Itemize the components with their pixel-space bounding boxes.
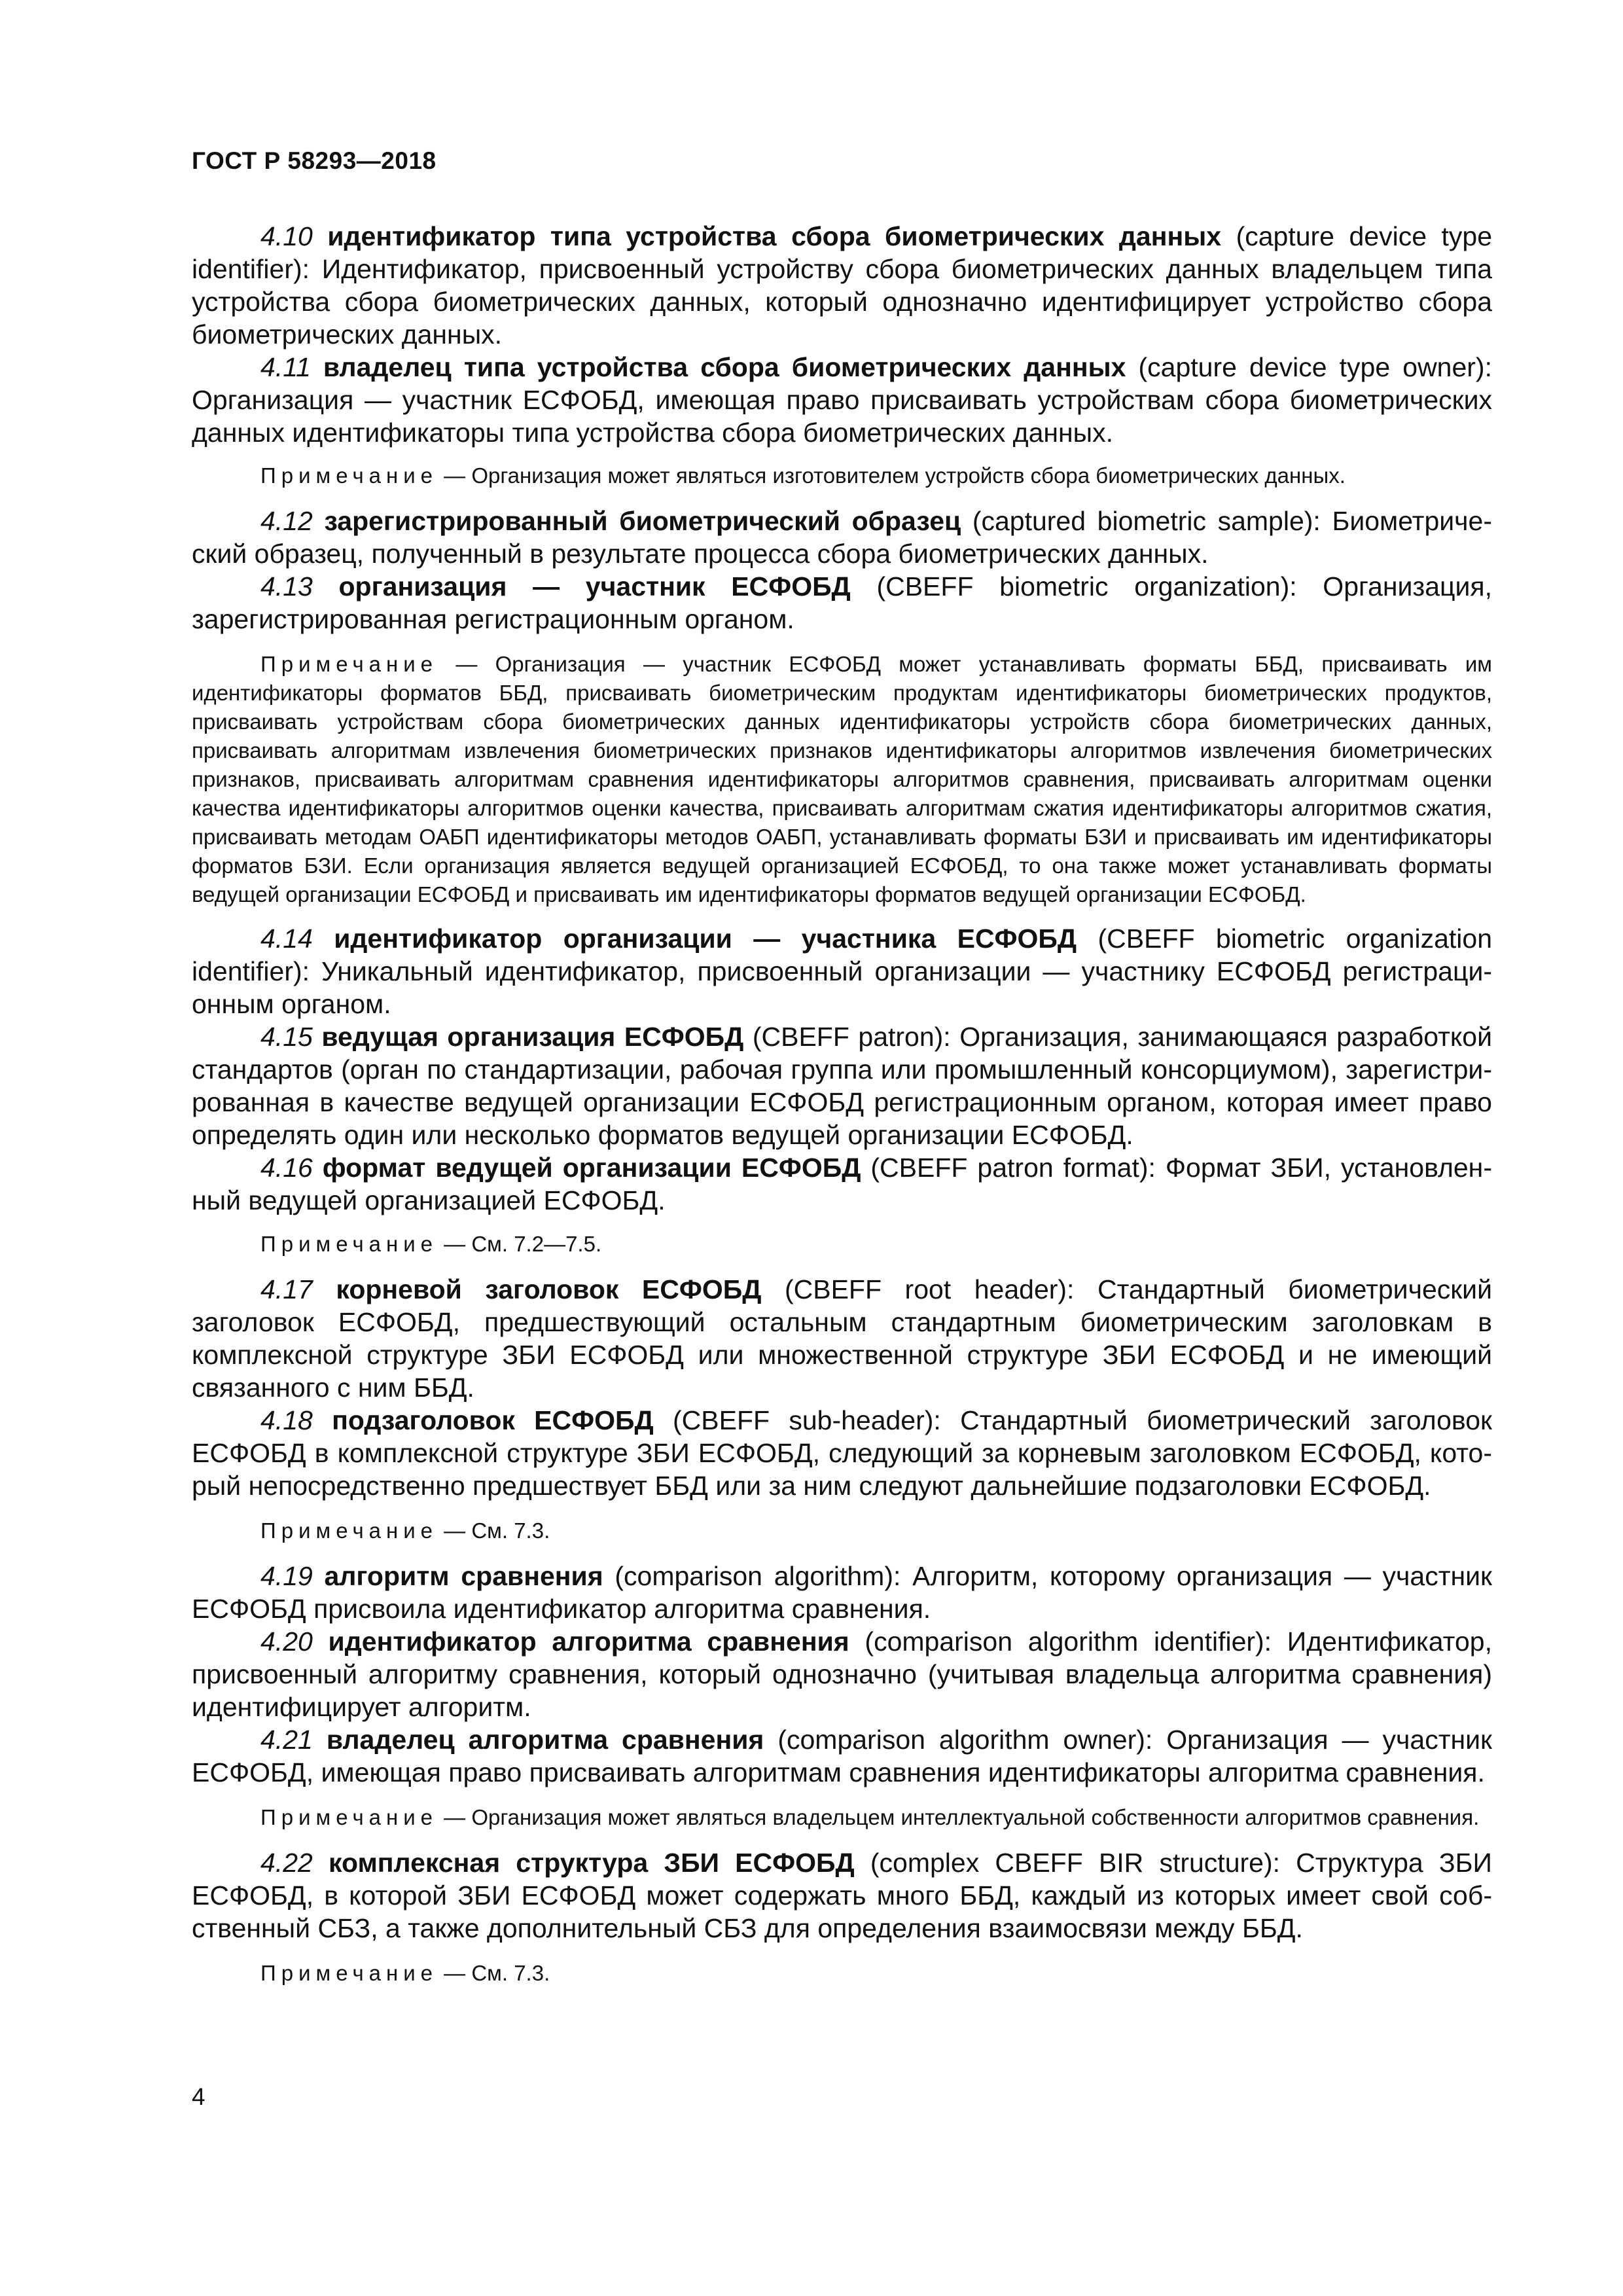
term-number: 4.16	[260, 1153, 313, 1183]
note-text: — Организация может являться изготовителем устройств сбора биометрических данных.	[438, 463, 1346, 488]
term-name: идентификатор организации — участника ЕСФОБД	[334, 924, 1077, 954]
term-definition: (capture device type identifier): Идентификатор, присвоенный устройству сбора биометрических данных владельцем типа устройства сбора биометрических данных, который однозначно идентифицирует устройство сбора биометрических данных.	[192, 221, 1492, 350]
term-number: 4.10	[260, 221, 313, 251]
term-number: 4.14	[260, 924, 313, 954]
term-name: владелец типа устройства сбора биометрических данных	[323, 352, 1126, 382]
term-number: 4.22	[260, 1848, 313, 1878]
note-paragraph	[192, 461, 1492, 490]
term-entry	[192, 1151, 1492, 1217]
term-name: подзаголовок ЕСФОБД	[332, 1405, 654, 1435]
term-entry	[192, 1723, 1492, 1789]
term-name: корневой заголовок ЕСФОБД	[336, 1274, 762, 1304]
term-number: 4.20	[260, 1626, 313, 1657]
term-name: идентификатор типа устройства сбора биометрических данных	[327, 221, 1222, 251]
term-name: комплексная структура ЗБИ ЕСФОБД	[328, 1848, 855, 1878]
term-name: идентификатор алгоритма сравнения	[328, 1626, 849, 1657]
note-text: — См. 7.3.	[438, 1518, 550, 1543]
note-paragraph	[192, 1516, 1492, 1545]
term-entry	[192, 922, 1492, 1020]
term-definition: (comparison algorithm identifier): Идентификатор, присвоенный алгоритму сравнения, который однозначно (учитывая владельца алгоритма сравнения) идентифицирует алгоритм.	[192, 1626, 1492, 1722]
term-entry	[192, 1020, 1492, 1151]
term-name: формат ведущей организации ЕСФОБД	[322, 1153, 861, 1183]
note-label: Примечание	[260, 652, 438, 676]
term-definition: (complex CBEFF BIR structure): Структура ЗБИ ЕСФОБД, в которой ЗБИ ЕСФОБД может содержать много ББД, каждый из которых имеет свой собственный СБЗ, а также дополнительный СБЗ для определения взаимосвязи между ББД.	[192, 1848, 1492, 1943]
term-number: 4.21	[260, 1725, 313, 1755]
term-number: 4.17	[260, 1274, 313, 1304]
term-entry	[192, 505, 1492, 570]
term-number: 4.11	[260, 352, 311, 382]
term-entry	[192, 220, 1492, 351]
note-text: — См. 7.3.	[438, 1961, 550, 1985]
term-number: 4.12	[260, 506, 313, 536]
term-entry	[192, 1625, 1492, 1723]
term-definition: (CBEFF patron format): Формат ЗБИ, установленный ведущей организацией ЕСФОБД.	[192, 1153, 1492, 1215]
term-definition: (comparison algorithm): Алгоритм, которому организация — участник ЕСФОБД присвоила идентификатор алгоритма сравнения.	[192, 1561, 1492, 1624]
term-entry	[192, 1404, 1492, 1502]
document-body	[192, 220, 1492, 1988]
note-text: — Организация может являться владельцем интеллектуальной собственности алгоритмов сравнения.	[438, 1805, 1480, 1829]
term-number: 4.19	[260, 1561, 313, 1591]
term-name: владелец алгоритма сравнения	[326, 1725, 764, 1755]
term-number: 4.13	[260, 571, 313, 601]
document-header-standard-id: ГОСТ Р 58293—2018	[192, 147, 437, 174]
term-definition: (comparison algorithm owner): Организация — участник ЕСФОБД, имеющая право присваивать алгоритмам сравнения идентификаторы алгоритма сравнения.	[192, 1725, 1492, 1787]
term-entry	[192, 1846, 1492, 1945]
note-text: — См. 7.2—7.5.	[438, 1232, 602, 1256]
term-definition: (capture device type owner): Организация — участник ЕСФОБД, имеющая право присваивать устройствам сбора биометрических данных идентификаторы типа устройства сбора биометрических данных.	[192, 352, 1492, 448]
term-entry	[192, 1560, 1492, 1625]
term-definition: (CBEFF patron): Организация, занимающаяся разработкой стандартов (орган по стандартизации, рабочая группа или промышленный консорциумом), зарегистрированная в качестве ведущей организации ЕСФОБД регистрационным органом, которая имеет право определять один или несколько форматов ведущей организации ЕСФОБД.	[192, 1022, 1492, 1150]
term-name: зарегистрированный биометрический образец	[324, 506, 961, 536]
note-paragraph	[192, 1803, 1492, 1832]
term-number: 4.15	[260, 1022, 313, 1052]
term-definition: (CBEFF biometric organization identifier): Уникальный идентификатор, присвоенный организации — участнику ЕСФОБД регистрационным органом.	[192, 924, 1493, 1019]
note-label: Примечание	[260, 1518, 438, 1543]
term-entry	[192, 351, 1492, 449]
note-paragraph	[192, 650, 1492, 909]
term-definition: (captured biometric sample): Биометрический образец, полученный в результате процесса сбора биометрических данных.	[192, 506, 1492, 569]
note-label: Примечание	[260, 1805, 438, 1829]
term-name: алгоритм сравнения	[324, 1561, 603, 1591]
term-definition: (CBEFF biometric organization): Организация, зарегистрированная регистрационным органом.	[192, 571, 1492, 634]
note-paragraph	[192, 1230, 1492, 1259]
note-paragraph	[192, 1959, 1492, 1988]
term-name: ведущая организация ЕСФОБД	[321, 1022, 744, 1052]
term-number: 4.18	[260, 1405, 313, 1435]
note-label: Примечание	[260, 1961, 438, 1985]
note-label: Примечание	[260, 1232, 438, 1256]
note-text: — Организация — участник ЕСФОБД может устанавливать форматы ББД, присваивать им идентификаторы форматов ББД, присваивать биометрическим продуктам идентификаторы биометрических продуктов, присваивать устройствам сбора биометрических данных идентификаторы устройств сбора биометрических данных, присваивать алгоритмам извлечения биометрических признаков идентификаторы алгоритмов извлечения биометрических признаков, присваивать алгоритмам сравнения идентификаторы алгоритмов сравнения, присваивать алгоритмам оценки качества идентификаторы алгоритмов оценки качества, присваивать алгоритмам сжатия идентификаторы алгоритмов сжатия, присваивать методам ОАБП идентификаторы методов ОАБП, устанавливать форматы БЗИ и присваивать им идентификаторы форматов БЗИ. Если организация является ведущей организацией ЕСФОБД, то она также может устанавливать форматы ведущей организации ЕСФОБД и присваивать им идентификаторы форматов ведущей организации ЕСФОБД.	[192, 652, 1492, 906]
note-label: Примечание	[260, 463, 438, 488]
term-entry	[192, 570, 1492, 636]
term-name: организация — участник ЕСФОБД	[338, 571, 851, 601]
term-definition: (CBEFF root header): Стандартный биометрический заголовок ЕСФОБД, предшествующий остальным стандартным биометрическим заголовкам в комплексной структуре ЗБИ ЕСФОБД или множественной структуре ЗБИ ЕСФОБД и не имеющий связанного с ним ББД.	[192, 1274, 1492, 1403]
term-entry	[192, 1273, 1492, 1404]
term-definition: (CBEFF sub-header): Стандартный биометрический заголовок ЕСФОБД в комплексной структуре ЗБИ ЕСФОБД, следующий за корневым заголовком ЕСФОБД, который непосредственно предшествует ББД или за ним следуют дальнейшие подзаголовки ЕСФОБД.	[192, 1405, 1492, 1501]
page-number: 4	[192, 2083, 205, 2110]
